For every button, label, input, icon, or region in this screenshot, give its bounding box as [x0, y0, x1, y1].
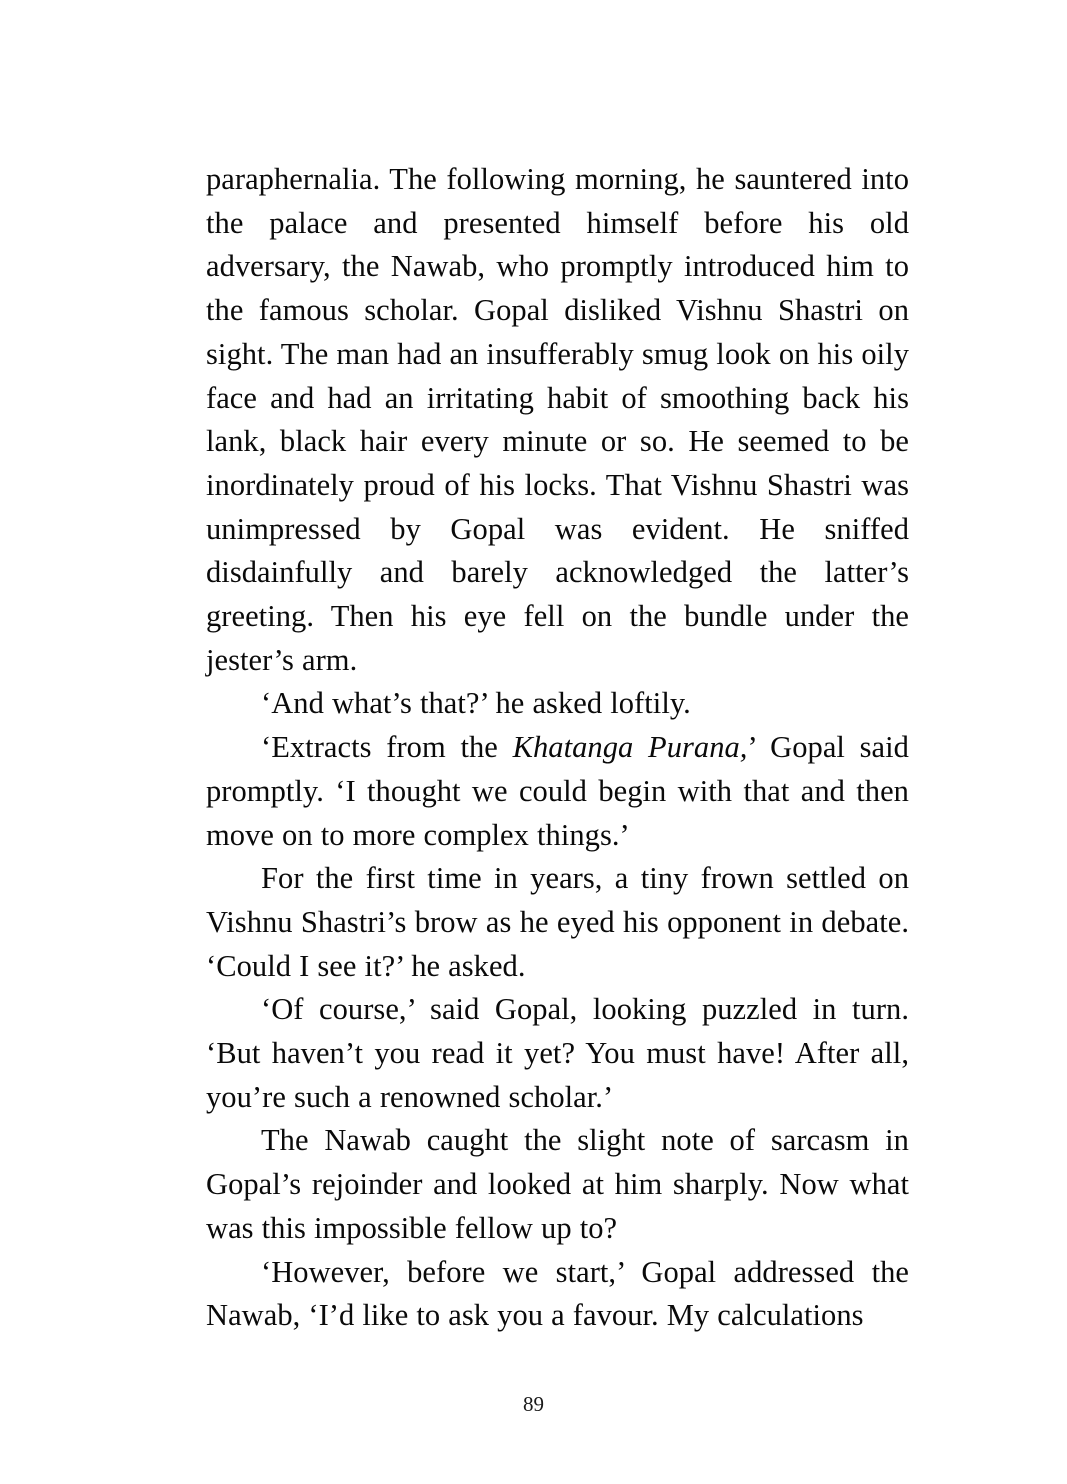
- page-number: 89: [523, 1392, 544, 1416]
- paragraph: ‘However, before we start,’ Gopal addressed the Nawab, ‘I’d like to ask you a favour. My calculations: [206, 1254, 909, 1333]
- paragraph: paraphernalia. The following morning, he sauntered into the palace and presented himself before his old adversary, the Nawab, who promptly introduced him to the famous scholar. Gopal disliked Vishnu Shastri on sight. The man had an insufferably smug look on his oily face and had an irritating habit of smoothing back his lank, black hair every minute or so. He seemed to be inordinately proud of his locks. That Vishnu Shastri was unimpressed by Gopal was evident. He sniffed disdainfully and barely acknowledged the latter’s greeting. Then his eye fell on the bundle under the jester’s arm.: [206, 162, 909, 677]
- page-text-block: [206, 158, 909, 1338]
- book-title-italic: Khatanga Purana,: [512, 730, 748, 765]
- paragraph: The Nawab caught the slight note of sarcasm in Gopal’s rejoinder and looked at him sharply. Now what was this impossible fellow up to?: [206, 1123, 909, 1245]
- paragraph: For the first time in years, a tiny frown settled on Vishnu Shastri’s brow as he eyed his opponent in debate. ‘Could I see it?’ he asked.: [206, 861, 909, 983]
- paragraph: ‘Extracts from the Khatanga Purana,’ Gopal said promptly. ‘I thought we could begin with that and then move on to more complex things.’: [206, 730, 909, 852]
- paragraph: ‘And what’s that?’ he asked loftily.: [261, 686, 691, 721]
- paragraph: ‘Of course,’ said Gopal, looking puzzled in turn. ‘But haven’t you read it yet? You must have! After all, you’re such a renowned scholar.’: [206, 992, 909, 1114]
